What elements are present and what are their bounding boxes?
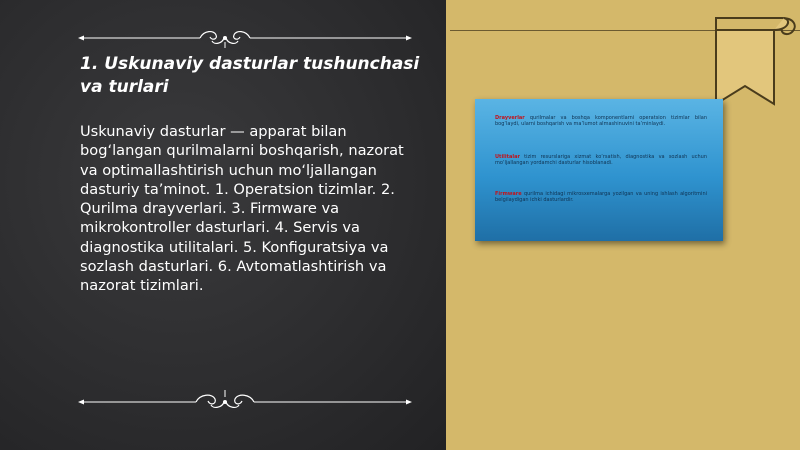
bottom-ornament (0, 388, 446, 412)
slide-body-text: Uskunaviy dasturlar — apparat bilan bog‘langan qurilmalarni boshqarish, nazorat va optimallashtirish uchun mo‘ljallangan dasturiy ta’minot. 1. Operatsion tizimlar. 2. Qurilma drayverlari. 3. Firmware va mikrokontroller dasturlari. 4. Servis va diagnostika utilitalari. 5. Konfiguratsiya va sozlash dasturlari. 6. Avtomatlashtirish va nazorat tizimlari. (80, 123, 404, 295)
card-paragraph-1: Drayverlar qurilmalar va boshqa komponentlarni operatsion tizimlar bilan bog‘laydi, ularni boshqarish va ma’lumot almashinuvini ta’minlaydi. (495, 115, 708, 127)
info-card-image (475, 99, 723, 241)
slide-title: 1. Uskunaviy dasturlar tushunchasi va turlari (80, 54, 420, 97)
card-paragraph-2: Utilitalar tizim resurslariga xizmat ko‘rsatish, diagnostika va sozlash uchun mo‘ljallangan yordamchi dasturlar hisoblanadi. (495, 154, 707, 166)
top-ornament (0, 26, 446, 50)
card-paragraph-3: Firmware qurilma ichidagi mikrosxemalarga yozilgan va uning ishlash algoritmini belgilaydigan ichki dasturlardir. (495, 191, 707, 203)
bookmark-ribbon-icon (712, 16, 800, 126)
